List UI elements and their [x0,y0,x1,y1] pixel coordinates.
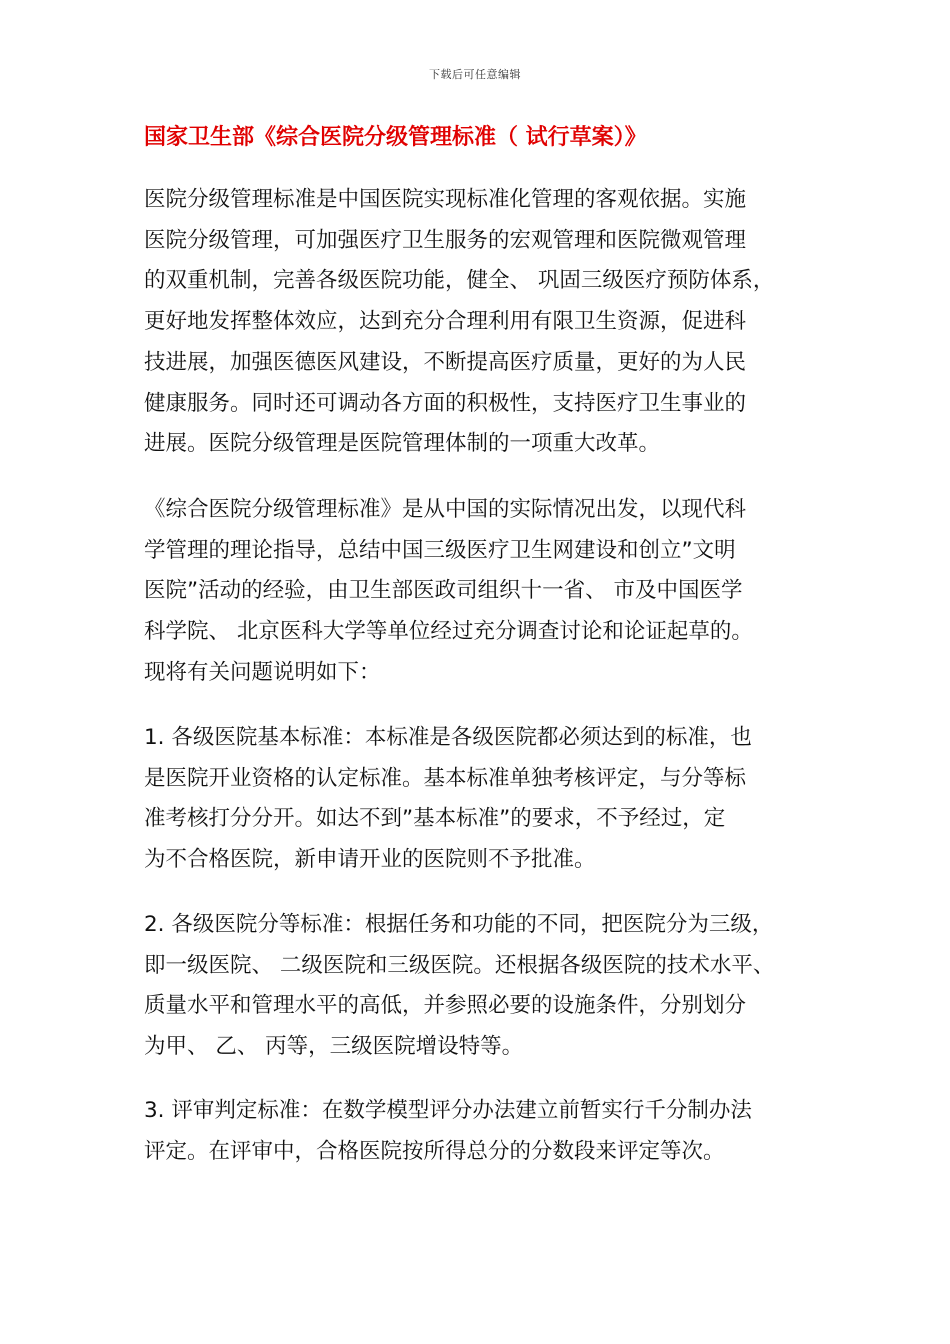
paragraph-line: 科学院、 北京医科大学等单位经过充分调查讨论和论证起草的。 [144,619,753,645]
paragraph-line: 准考核打分分开。如达不到”基本标准”的要求，不予经过，定 [144,806,726,832]
paragraph-line: 为不合格医院，新申请开业的医院则不予批准。 [144,847,596,873]
document-title: 国家卫生部《综合医院分级管理标准（ 试行草案）》 [144,125,647,150]
paragraph-line: 技进展，加强医德医风建设，不断提高医疗质量，更好的为人民 [144,349,747,375]
paragraph-introduction [144,180,824,465]
paragraph-line: 学管理的理论指导，总结中国三级医疗卫生网建设和创立”文明 [144,537,736,563]
paragraph-line: 更好地发挥整体效应，达到充分合理利用有限卫生资源，促进科 [144,309,747,335]
paragraph-line: 3. 评审判定标准：在数学模型评分办法建立前暂实行千分制办法 [144,1098,752,1123]
paragraph-item-2 [144,905,824,1068]
paragraph-background [144,490,824,694]
header-note: 下载后可任意编辑 [429,68,521,81]
paragraph-line: 即一级医院、 二级医院和三级医院。还根据各级医院的技术水平、 [144,952,775,978]
paragraph-line: 是医院开业资格的认定标准。基本标准单独考核评定，与分等标 [144,765,747,791]
paragraph-line: 质量水平和管理水平的高低，并参照必要的设施条件，分别划分 [144,993,747,1019]
paragraph-line: 进展。医院分级管理是医院管理体制的一项重大改革。 [144,431,661,457]
paragraph-line: 医院分级管理，可加强医疗卫生服务的宏观管理和医院微观管理 [144,227,747,253]
paragraph-line: 2. 各级医院分等标准：根据任务和功能的不同，把医院分为三级， [144,912,774,937]
paragraph-line: 现将有关问题说明如下： [144,659,381,685]
paragraph-line: 《综合医院分级管理标准》是从中国的实际情况出发，以现代科 [144,497,747,522]
paragraph-line: 健康服务。同时还可调动各方面的积极性，支持医疗卫生事业的 [144,390,747,416]
paragraph-line: 医院分级管理标准是中国医院实现标准化管理的客观依据。实施 [144,187,747,212]
paragraph-line: 评定。在评审中，合格医院按所得总分的分数段来评定等次。 [144,1138,725,1164]
paragraph-item-3 [144,1091,824,1172]
paragraph-line: 为甲、 乙、 丙等，三级医院增设特等。 [144,1034,524,1060]
paragraph-item-1 [144,718,824,881]
paragraph-line: 1. 各级医院基本标准：本标准是各级医院都必须达到的标准，也 [144,725,752,750]
paragraph-line: 医院”活动的经验，由卫生部医政司组织十一省、 市及中国医学 [144,578,743,604]
paragraph-line: 的双重机制，完善各级医院功能，健全、 巩固三级医疗预防体系， [144,268,775,294]
